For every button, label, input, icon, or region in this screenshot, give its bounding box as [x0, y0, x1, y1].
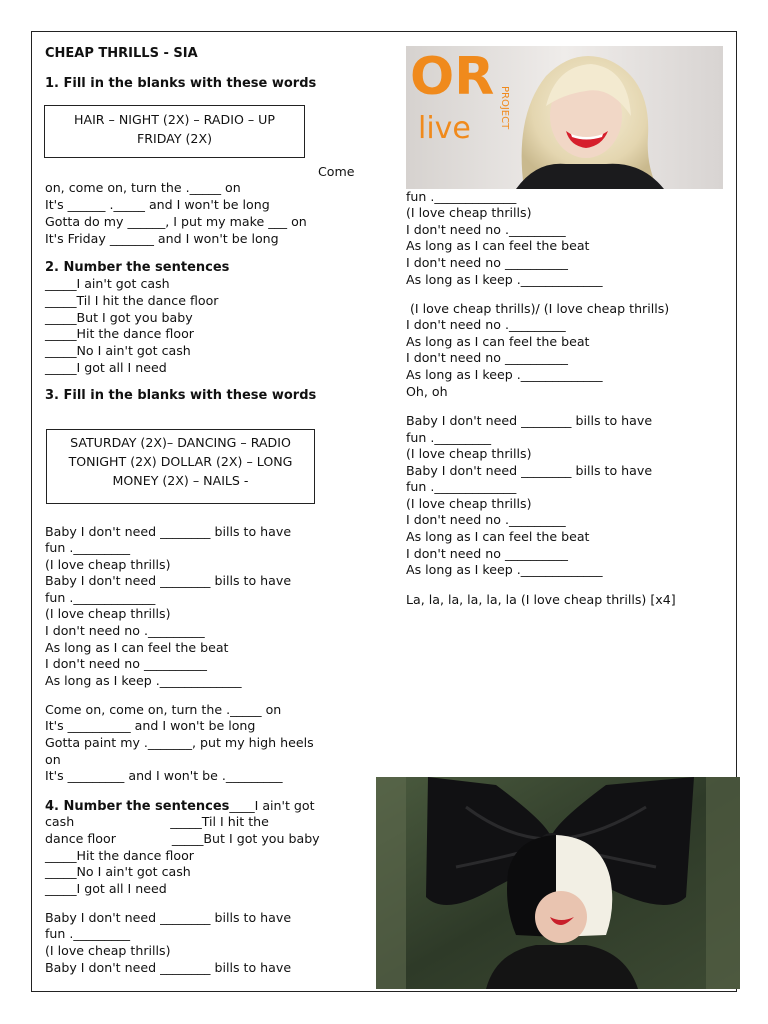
lyric-line: I don't need no ._________: [406, 222, 566, 237]
singer-photo-bottom: [376, 777, 740, 989]
lyric-line: Baby I don't need ________ bills to have: [45, 910, 292, 925]
singer-photo-bottom-art: [376, 777, 740, 989]
sign-word: live: [418, 111, 471, 146]
lyric-line: (I love cheap thrills): [45, 943, 171, 958]
lyric-line: La, la, la, la, la, la (I love cheap thrills) [x4]: [406, 592, 676, 607]
lyric-line: Come: [318, 164, 355, 179]
lyric-line: As long as I keep ._____________: [45, 673, 242, 688]
word-bank-1-line: HAIR – NIGHT (2X) – RADIO – UP: [74, 112, 275, 127]
lyric-line: Baby I don't need ________ bills to have: [45, 524, 292, 539]
lyric-line: It's Friday _______ and I won't be long: [45, 231, 279, 246]
sentence-line: _____But I got you baby: [45, 310, 193, 325]
lyric-line: As long as I can feel the beat: [406, 238, 590, 253]
lyric-line: (I love cheap thrills): [406, 446, 532, 461]
lyric-line: It's ______ ._____ and I won't be long: [45, 197, 270, 212]
sentence-line: _____Hit the dance floor: [45, 848, 194, 863]
sentence-line: ____I ain't got: [229, 798, 315, 813]
singer-photo-top: [406, 46, 723, 189]
lyric-line: I don't need no __________: [406, 350, 568, 365]
lyric-line: I don't need no ._________: [406, 512, 566, 527]
lyric-line: I don't need no ._________: [406, 317, 566, 332]
lyric-line: fun ._____________: [45, 590, 156, 605]
lyric-line: I don't need no ._________: [45, 623, 205, 638]
sentence-line: _____No I ain't got cash: [45, 343, 191, 358]
sentence-line: cash _____Til I hit the: [45, 814, 269, 829]
lyric-line: (I love cheap thrills)/ (I love cheap thrills): [406, 301, 670, 316]
lyric-line: Baby I don't need ________ bills to have: [45, 960, 292, 975]
word-bank-3-line: SATURDAY (2X)– DANCING – RADIO: [70, 435, 291, 450]
lyric-line: As long as I keep ._____________: [406, 272, 603, 287]
sentence-line: _____Hit the dance floor: [45, 326, 194, 341]
lyric-line: (I love cheap thrills): [45, 606, 171, 621]
lyric-line: (I love cheap thrills): [45, 557, 171, 572]
lyric-line: It's __________ and I won't be long: [45, 718, 256, 733]
word-bank-3-line: TONIGHT (2X) DOLLAR (2X) – LONG: [68, 454, 293, 469]
section-4-heading: 4. Number the sentences: [45, 799, 230, 814]
word-bank-1: [44, 105, 305, 158]
lyric-line: As long as I can feel the beat: [45, 640, 229, 655]
sign-letters: OR: [410, 47, 495, 107]
sentence-line: dance floor _____But I got you baby: [45, 831, 320, 846]
lyric-line: (I love cheap thrills): [406, 205, 532, 220]
lyric-line: fun ._____________: [406, 479, 517, 494]
sentence-line: _____No I ain't got cash: [45, 864, 191, 879]
sign-sub: PROJECT: [499, 86, 510, 130]
lyric-line: fun ._________: [45, 540, 131, 555]
lyric-line: As long as I keep ._____________: [406, 562, 603, 577]
sentence-line: _____I got all I need: [45, 881, 167, 896]
lyric-line: Gotta do my ______, I put my make ___ on: [45, 214, 307, 229]
lyric-line: on, come on, turn the ._____ on: [45, 180, 241, 195]
lyric-line: Baby I don't need ________ bills to have: [45, 573, 292, 588]
lyric-line: (I love cheap thrills): [406, 496, 532, 511]
lyric-line: Baby I don't need ________ bills to have: [406, 413, 653, 428]
lyric-line: As long as I can feel the beat: [406, 334, 590, 349]
lyric-line: Come on, come on, turn the ._____ on: [45, 702, 282, 717]
lyric-line: Baby I don't need ________ bills to have: [406, 463, 653, 478]
lyric-line: fun ._________: [406, 430, 492, 445]
singer-photo-top-art: [406, 46, 723, 189]
lyric-line: I don't need no __________: [406, 546, 568, 561]
lyric-line: As long as I keep ._____________: [406, 367, 603, 382]
sentence-line: _____I got all I need: [45, 360, 167, 375]
lyric-line: I don't need no __________: [45, 656, 207, 671]
section-3-heading: 3. Fill in the blanks with these words: [45, 388, 317, 403]
lyric-line: Oh, oh: [406, 384, 448, 399]
lyric-line: It's _________ and I won't be ._________: [45, 768, 283, 783]
section-1-heading: 1. Fill in the blanks with these words: [45, 76, 317, 91]
word-bank-1-line: FRIDAY (2X): [137, 131, 212, 146]
word-bank-3: [46, 429, 315, 504]
lyric-line: As long as I can feel the beat: [406, 529, 590, 544]
sentence-line: _____Til I hit the dance floor: [45, 293, 219, 308]
lyric-line: on: [45, 752, 61, 767]
word-bank-3-line: MONEY (2X) – NAILS -: [112, 473, 249, 488]
sentence-line: _____I ain't got cash: [45, 276, 170, 291]
section-2-heading: 2. Number the sentences: [45, 260, 230, 275]
lyric-line: fun ._________: [45, 926, 131, 941]
lyric-line: I don't need no __________: [406, 255, 568, 270]
worksheet-title: CHEAP THRILLS - SIA: [45, 46, 198, 61]
lyric-line: fun ._____________: [406, 189, 517, 204]
lyric-line: Gotta paint my ._______, put my high heels: [45, 735, 314, 750]
